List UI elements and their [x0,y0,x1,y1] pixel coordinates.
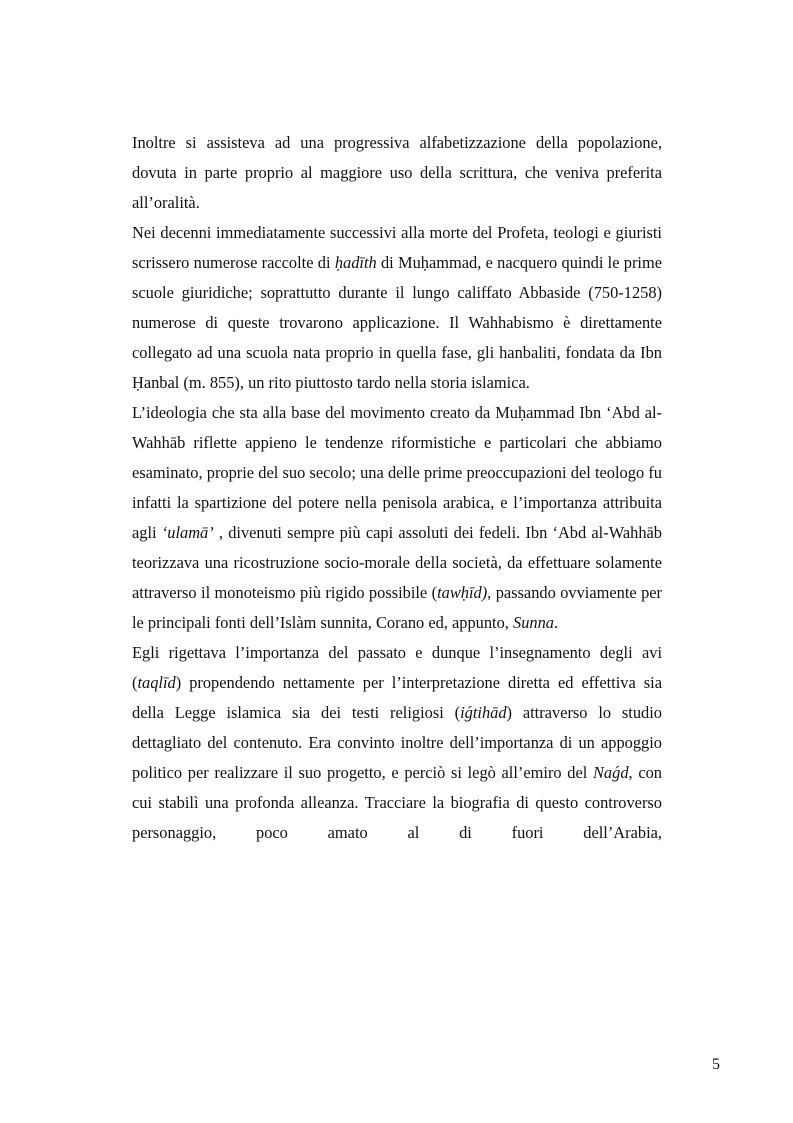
italic-term: tawḥīd), [437,583,492,602]
text-run: L’ideologia che sta alla base del movimento creato da Muḥammad Ibn ‘Abd al-Wahhāb riflette appieno le tendenze riformistiche e particolari che abbiamo esaminato, proprie del suo secolo; una delle prime preoccupazioni del teologo fu infatti la spartizione del potere nella penisola arabica, e l’importanza attribuita agli [132,403,662,542]
paragraph [132,398,662,638]
italic-term: Sunna [513,613,554,632]
italic-term: ‘ulamā’ [161,523,214,542]
body-text [132,128,662,848]
text-run: Egli rigettava l’importanza del passato e dunque l’insegnamento degli avi ( [132,643,662,692]
text-run: ) attraverso lo studio dettagliato del contenuto. Era convinto inoltre dell’importanza di un appoggio politico per realizzare il suo progetto, e perciò si legò all’emiro del [132,703,662,782]
text-run: . [553,613,559,632]
italic-term: taqlīd [137,673,176,692]
text-run: Inoltre si assisteva ad una progressiva alfabetizzazione della popolazione, dovuta in parte proprio al maggiore uso della scrittura, che veniva preferita all’oralità. [132,133,662,212]
text-run: di Muḥammad, e nacquero quindi le prime scuole giuridiche; soprattutto durante il lungo califfato Abbaside (750-1258) numerose di queste trovarono applicazione. Il Wahhabismo è direttamente collegato ad una scuola nata proprio in quella fase, gli hanbaliti, fondata da Ibn Ḥanbal (m. 855), un rito piuttosto tardo nella storia islamica. [132,253,663,392]
italic-term: Naǵd [593,763,629,782]
paragraph [132,638,662,848]
text-run: Nei decenni immediatamente successivi alla morte del Profeta, teologi e giuristi scrissero numerose raccolte di [132,223,662,272]
page-number: 5 [712,1056,720,1073]
paragraph [132,128,662,218]
text-run: passando ovviamente per le principali fonti dell’Islàm sunnita, Corano ed, appunto, [132,583,663,632]
text-run: ) propendendo nettamente per l’interpretazione diretta ed effettiva sia della Legge islamica sia dei testi religiosi ( [132,673,662,722]
italic-term: ḥadīth [334,253,377,272]
paragraph [132,218,662,398]
italic-term: iǵtihād [460,703,507,722]
text-run: , con cui stabilì una profonda alleanza. Tracciare la biografia di questo controverso personaggio, poco amato al di fuori dell’Arabia, [132,763,662,842]
text-run: , divenuti sempre più capi assoluti dei fedeli. Ibn ‘Abd al-Wahhāb teorizzava una ricostruzione socio-morale della società, da effettuare solamente attraverso il monoteismo più rigido possibile ( [132,523,662,602]
